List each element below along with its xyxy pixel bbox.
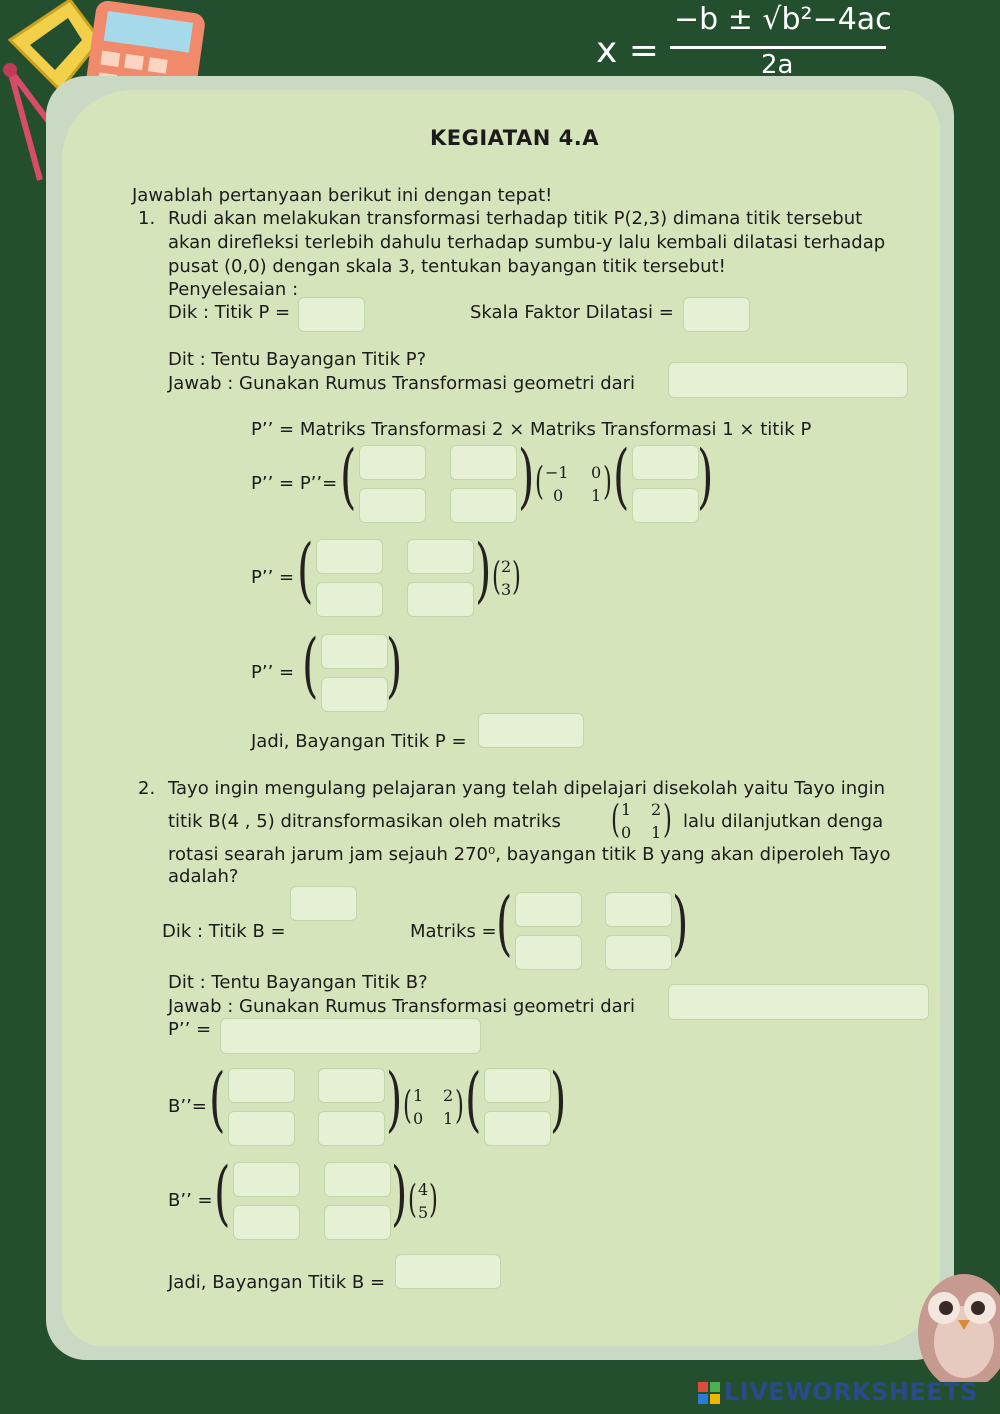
q2-eq-matrix-b: 2 [443,1086,454,1105]
given-matrix-b: 2 [651,800,662,819]
q2-matriks-label: Matriks = [410,921,497,942]
q1-scale-input[interactable] [683,297,750,332]
q2-number: 2. [138,778,156,799]
q1-text-line: pusat (0,0) dengan skala 3, tentukan bayangan titik tersebut! [168,256,726,277]
point-vector-x: 2 [501,557,512,576]
page-title: KEGIATAN 4.A [430,126,599,150]
left-paren: ( [465,1058,482,1140]
q2-point-b-input[interactable] [290,886,357,921]
q2-point-vector-x: 4 [418,1180,429,1199]
q2-eq-matrix-a: 1 [413,1086,424,1105]
q1-matrix2-d[interactable] [450,488,517,523]
q1-result-x[interactable] [321,634,388,669]
reflect-matrix-c: 0 [553,486,564,505]
quadratic-formula [596,2,896,78]
left-paren: ( [496,882,513,964]
liveworksheets-logo-text: LIVEWORKSHEETS [724,1378,978,1406]
q2-jawab-label: Jawab : Gunakan Rumus Transformasi geometri dari [168,996,636,1017]
q2-eq-matrix-c: 0 [413,1109,424,1128]
q2-p-input[interactable] [220,1018,481,1054]
left-paren: ( [214,1152,231,1234]
q2-text-line: Tayo ingin mengulang pelajaran yang telah dipelajari disekolah yaitu Tayo ingin [168,778,885,799]
q1-matrix2-b[interactable] [450,445,517,480]
q2-step1-b[interactable] [318,1068,385,1103]
q2-text-line: titik B(4 , 5) ditransformasikan oleh matriks [168,811,561,832]
q2-matrix-c[interactable] [515,935,582,970]
formula-denominator: 2a [761,50,794,80]
q2-step2-a[interactable] [233,1162,300,1197]
q1-result-y[interactable] [321,677,388,712]
q2-dik-label: Dik : Titik B = [162,921,286,942]
q1-text-line: akan direfleksi terlebih dahulu terhadap sumbu-y lalu kembali dilatasi terhadap [168,232,886,253]
q2-step2-d[interactable] [324,1205,391,1240]
given-matrix-d: 1 [651,823,662,842]
q1-point-p-input[interactable] [298,297,365,332]
right-paren: ) [475,529,492,611]
right-paren: ) [550,1058,567,1140]
reflect-matrix-b: 0 [591,463,602,482]
q1-formula-input[interactable] [668,362,908,398]
instructions: Jawablah pertanyaan berikut ini dengan tepat! [132,185,553,206]
left-paren: ( [611,797,620,841]
right-paren: ) [429,1177,438,1221]
left-paren: ( [408,1177,417,1221]
q1-step2-b[interactable] [407,539,474,574]
q2-step1-label: B’’= [168,1096,207,1117]
left-paren: ( [613,435,630,517]
q2-step1-d[interactable] [318,1111,385,1146]
right-paren: ) [391,1152,408,1234]
formula-numerator: −b ± √b²−4ac [674,2,892,37]
q1-formula-line: P’’ = Matriks Transformasi 2 × Matriks Transformasi 1 × titik P [251,419,812,440]
q2-matrix-d[interactable] [605,935,672,970]
left-paren: ( [297,529,314,611]
left-paren: ( [340,435,357,517]
q1-step2-d[interactable] [407,582,474,617]
q1-matrix1-a[interactable] [632,445,699,480]
q1-scale-label: Skala Faktor Dilatasi = [470,302,674,323]
left-paren: ( [302,624,319,706]
q2-final-answer[interactable] [395,1254,501,1289]
right-paren: ) [663,797,672,841]
q1-matrix2-a[interactable] [359,445,426,480]
reflect-matrix-a: −1 [545,463,569,482]
liveworksheets-logo-icon [698,1382,720,1404]
q2-step1-e[interactable] [484,1068,551,1103]
q2-step1-c[interactable] [228,1111,295,1146]
q1-jawab-label: Jawab : Gunakan Rumus Transformasi geometri dari [168,373,636,394]
q1-solution-label: Penyelesaian : [168,279,299,300]
q1-dik-label: Dik : Titik P = [168,302,291,323]
right-paren: ) [672,882,689,964]
right-paren: ) [603,459,612,503]
q2-text-line: adalah? [168,866,239,887]
given-matrix-a: 1 [621,800,632,819]
owl-illustration [908,1262,1000,1382]
q2-step1-a[interactable] [228,1068,295,1103]
q1-final-answer[interactable] [478,713,584,748]
given-matrix-c: 0 [621,823,632,842]
right-paren: ) [386,624,403,706]
reflect-matrix-d: 1 [591,486,602,505]
formula-lhs: x = [596,30,659,71]
q2-step2-c[interactable] [233,1205,300,1240]
q2-step1-f[interactable] [484,1111,551,1146]
q2-text-line: rotasi searah jarum jam sejauh 270⁰, bayangan titik B yang akan diperoleh Tayo [168,844,891,865]
q2-p-label: P’’ = [168,1019,212,1040]
left-paren: ( [209,1058,226,1140]
formula-fraction-line [670,46,886,49]
q1-step2-a[interactable] [316,539,383,574]
point-vector-y: 3 [501,580,512,599]
q1-step2-c[interactable] [316,582,383,617]
q2-point-vector-y: 5 [418,1203,429,1222]
q1-step3-label: P’’ = [251,662,295,683]
right-paren: ) [518,435,535,517]
q2-formula-input[interactable] [668,984,929,1020]
q1-matrix2-c[interactable] [359,488,426,523]
right-paren: ) [512,554,521,598]
q2-result-label: Jadi, Bayangan Titik B = [168,1272,386,1293]
q2-matrix-b[interactable] [605,892,672,927]
q1-matrix1-b[interactable] [632,488,699,523]
left-paren: ( [403,1083,412,1127]
q2-step2-label: B’’ = [168,1190,213,1211]
q2-eq-matrix-d: 1 [443,1109,454,1128]
q1-number: 1. [138,208,156,229]
right-paren: ) [386,1058,403,1140]
left-paren: ( [492,554,501,598]
left-paren: ( [535,459,544,503]
q1-result-label: Jadi, Bayangan Titik P = [251,731,467,752]
q1-dit-label: Dit : Tentu Bayangan Titik P? [168,349,427,370]
q2-text-line: lalu dilanjutkan denga [683,811,884,832]
q2-dit-label: Dit : Tentu Bayangan Titik B? [168,972,428,993]
q2-step2-b[interactable] [324,1162,391,1197]
q1-step2-label: P’’ = [251,567,295,588]
right-paren: ) [455,1083,464,1127]
right-paren: ) [697,435,714,517]
q2-matrix-a[interactable] [515,892,582,927]
q1-text-line: Rudi akan melakukan transformasi terhadap titik P(2,3) dimana titik tersebut [168,208,863,229]
q1-step1-label: P’’ = P’’= [251,473,338,494]
